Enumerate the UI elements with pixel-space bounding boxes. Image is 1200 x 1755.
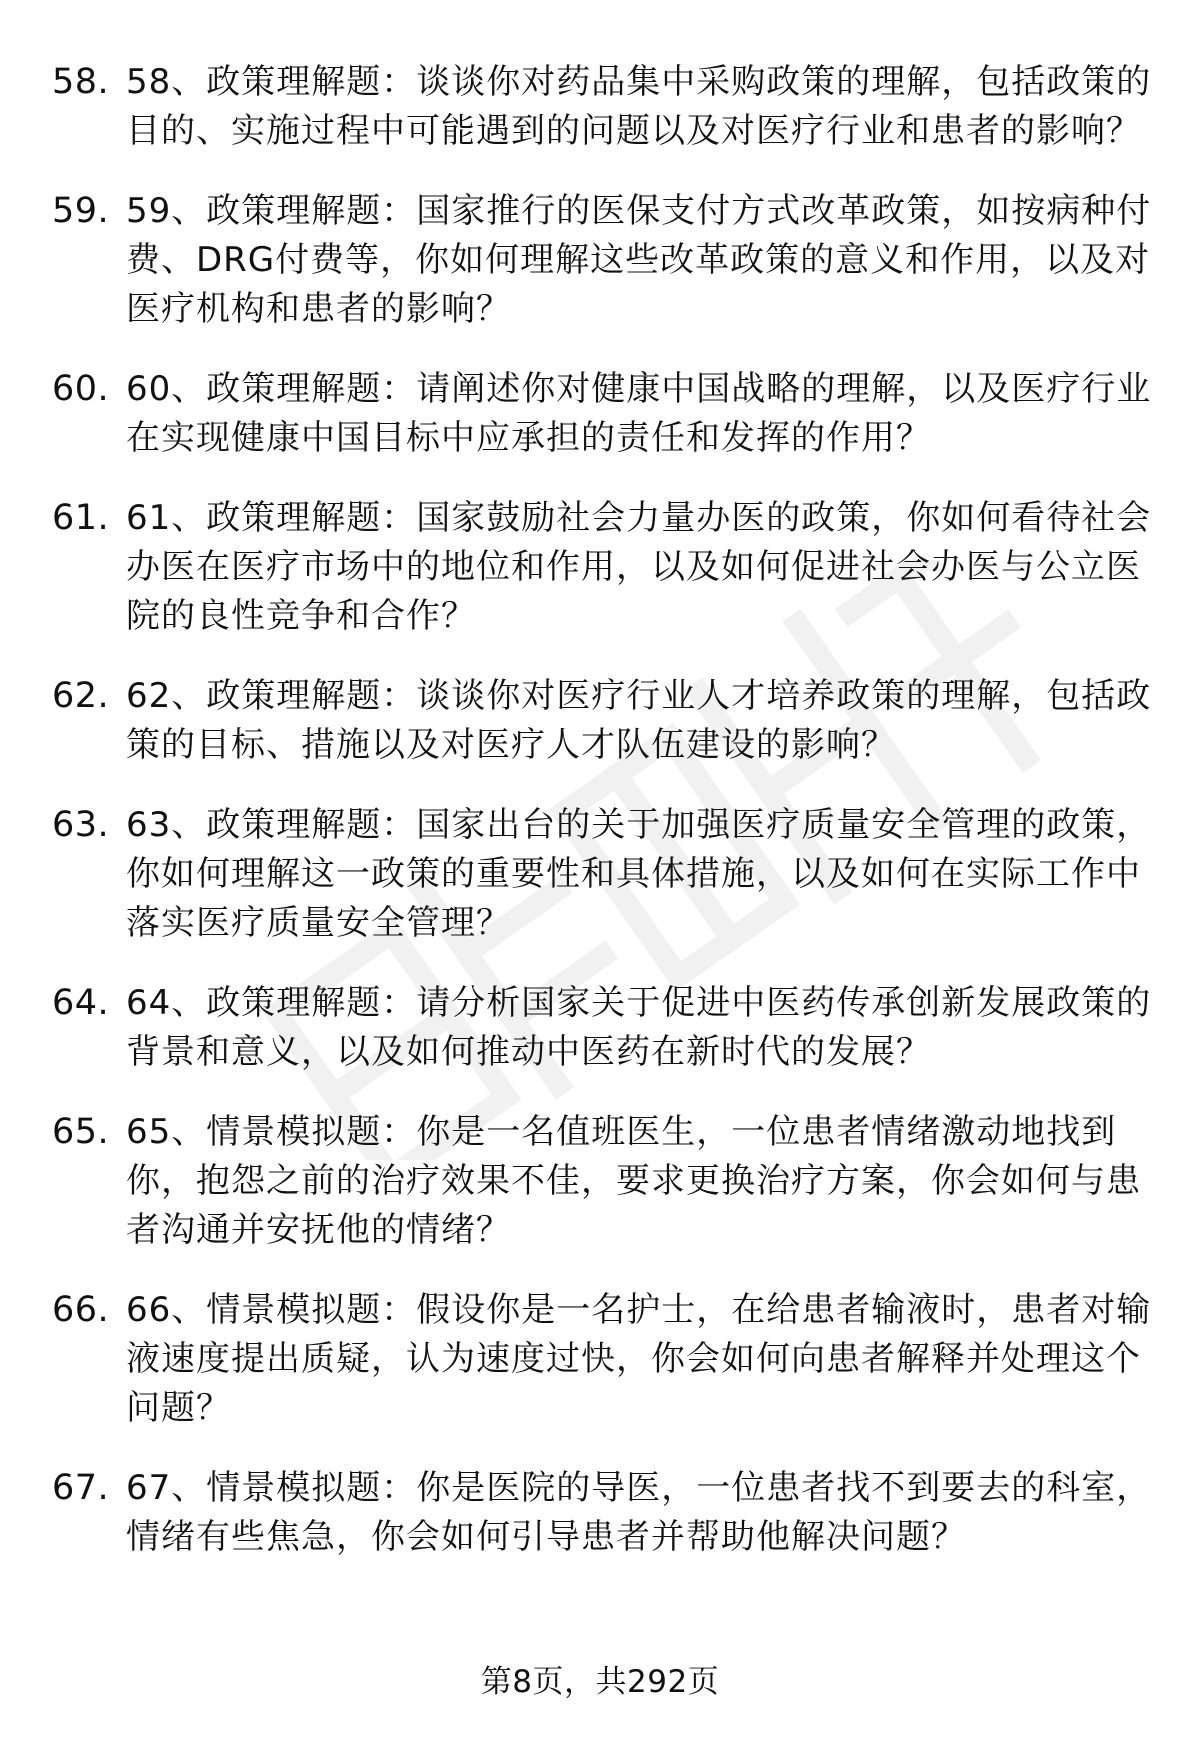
list-item bbox=[52, 58, 1152, 156]
question-text: 62、政策理解题：谈谈你对医疗行业人才培养政策的理解，包括政策的目标、措施以及对医疗人才队伍建设的影响？ bbox=[126, 676, 1152, 765]
question-text: 64、政策理解题：请分析国家关于促进中医药传承创新发展政策的背景和意义，以及如何推动中医药在新时代的发展？ bbox=[126, 983, 1152, 1072]
question-text: 60、政策理解题：请阐述你对健康中国战略的理解，以及医疗行业在实现健康中国目标中应承担的责任和发挥的作用？ bbox=[126, 369, 1152, 458]
question-text: 61、政策理解题：国家鼓励社会力量办医的政策，你如何看待社会办医在医疗市场中的地位和作用，以及如何促进社会办医与公立医院的良性竞争和合作？ bbox=[126, 498, 1152, 636]
item-number: 59. bbox=[52, 191, 110, 231]
page-number-footer: 第8页，共292页 bbox=[480, 1664, 720, 1700]
item-number: 64. bbox=[52, 983, 110, 1023]
item-number: 63. bbox=[52, 805, 110, 845]
question-text: 58、政策理解题：谈谈你对药品集中采购政策的理解，包括政策的目的、实施过程中可能遇到的问题以及对医疗行业和患者的影响？ bbox=[126, 62, 1152, 151]
item-number: 65. bbox=[52, 1112, 110, 1152]
item-number: 58. bbox=[52, 62, 110, 102]
question-text: 66、情景模拟题：假设你是一名护士，在给患者输液时，患者对输液速度提出质疑，认为速度过快，你会如何向患者解释并处理这个问题？ bbox=[126, 1290, 1152, 1428]
question-list bbox=[52, 58, 1152, 1593]
item-number: 62. bbox=[52, 676, 110, 716]
list-item bbox=[52, 1464, 1152, 1562]
item-number: 67. bbox=[52, 1468, 110, 1508]
list-item bbox=[52, 1286, 1152, 1433]
item-number: 66. bbox=[52, 1290, 110, 1330]
question-text: 67、情景模拟题：你是医院的导医，一位患者找不到要去的科室，情绪有些焦急，你会如何引导患者并帮助他解决问题？ bbox=[126, 1468, 1152, 1557]
list-item bbox=[52, 801, 1152, 948]
list-item bbox=[52, 979, 1152, 1077]
list-item bbox=[52, 187, 1152, 334]
item-number: 61. bbox=[52, 498, 110, 538]
list-item bbox=[52, 1108, 1152, 1255]
list-item bbox=[52, 365, 1152, 463]
list-item bbox=[52, 494, 1152, 641]
question-text: 59、政策理解题：国家推行的医保支付方式改革政策，如按病种付费、DRG付费等，你如何理解这些改革政策的意义和作用，以及对医疗机构和患者的影响？ bbox=[126, 191, 1152, 329]
list-item bbox=[52, 672, 1152, 770]
question-text: 63、政策理解题：国家出台的关于加强医疗质量安全管理的政策，你如何理解这一政策的重要性和具体措施，以及如何在实际工作中落实医疗质量安全管理？ bbox=[126, 805, 1152, 943]
question-text: 65、情景模拟题：你是一名值班医生，一位患者情绪激动地找到你，抱怨之前的治疗效果不佳，要求更换治疗方案，你会如何与患者沟通并安抚他的情绪？ bbox=[126, 1112, 1141, 1250]
item-number: 60. bbox=[52, 369, 110, 409]
